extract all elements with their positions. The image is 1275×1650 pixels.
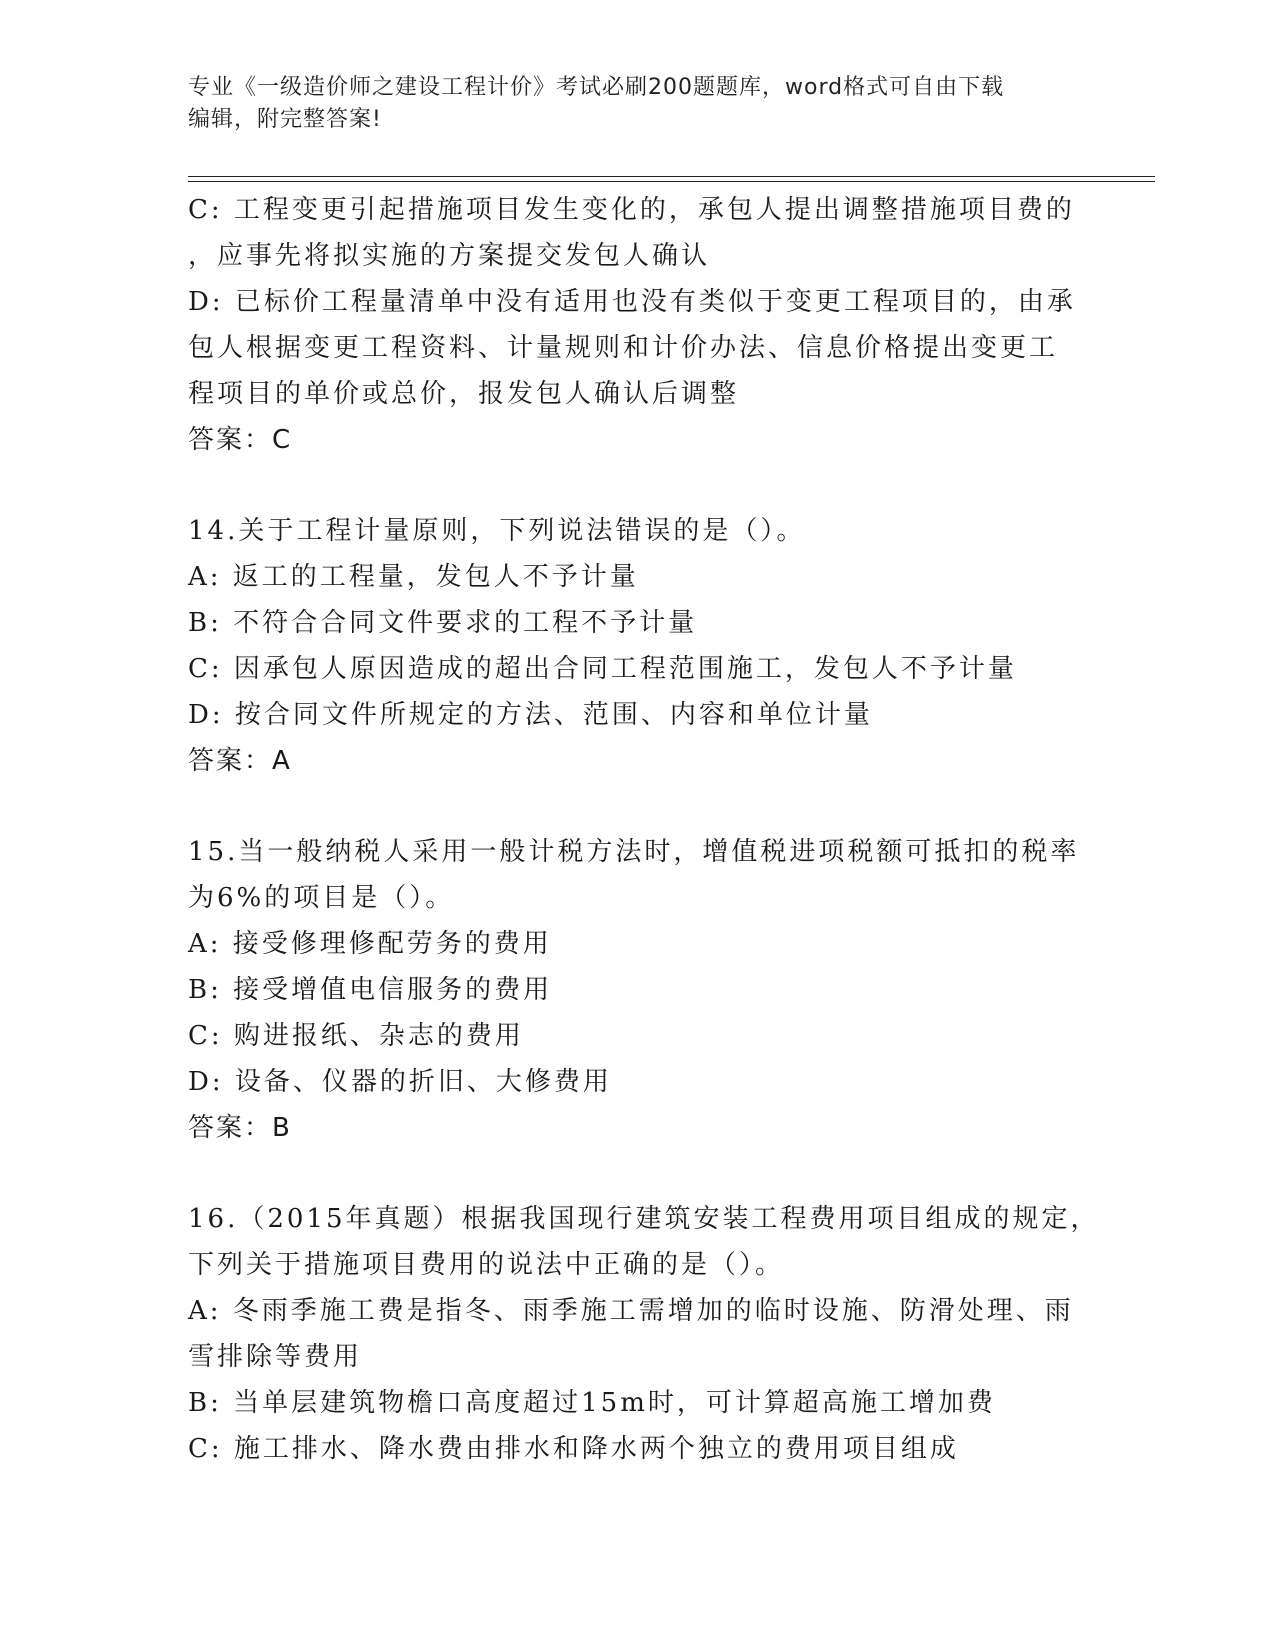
question-15 <box>188 829 1088 1151</box>
spacer <box>188 1151 1088 1196</box>
option-c-line-1: C: 工程变更引起措施项目发生变化的，承包人提出调整措施项目费的 <box>188 195 1075 225</box>
question-stem-line-1: 15.当一般纳税人采用一般计税方法时，增值税进项税额可抵扣的税率 <box>188 837 1080 867</box>
option-d-line-2: 包人根据变更工程资料、计量规则和计价办法、信息价格提出变更工 <box>188 333 1059 363</box>
answer-label: 答案：B <box>188 1113 292 1143</box>
option-c: C: 因承包人原因造成的超出合同工程范围施工，发包人不予计量 <box>188 654 1017 684</box>
question-stem-line-2: 为6%的项目是（）。 <box>188 883 455 913</box>
question-stem: 14.关于工程计量原则，下列说法错误的是（）。 <box>188 516 806 546</box>
option-a-line-1: A: 冬雨季施工费是指冬、雨季施工需增加的临时设施、防滑处理、雨 <box>188 1296 1074 1326</box>
option-c-line-2: ，应事先将拟实施的方案提交发包人确认 <box>188 241 711 271</box>
document-header <box>188 72 1068 136</box>
option-b: B: 不符合合同文件要求的工程不予计量 <box>188 608 698 638</box>
spacer <box>188 463 1088 508</box>
question-content <box>188 187 1100 1472</box>
option-b: B: 当单层建筑物檐口高度超过15m时，可计算超高施工增加费 <box>188 1388 996 1418</box>
option-a: A: 返工的工程量，发包人不予计量 <box>188 562 639 592</box>
option-d-line-3: 程项目的单价或总价，报发包人确认后调整 <box>188 379 740 409</box>
option-a: A: 接受修理修配劳务的费用 <box>188 929 552 959</box>
answer-label: 答案：A <box>188 746 292 776</box>
header-divider <box>188 176 1155 182</box>
question-stem-line-2: 下列关于措施项目费用的说法中正确的是（）。 <box>188 1250 785 1280</box>
option-d: D: 设备、仪器的折旧、大修费用 <box>188 1067 612 1097</box>
question-13-tail <box>188 187 1088 463</box>
spacer <box>188 784 1088 829</box>
option-b: B: 接受增值电信服务的费用 <box>188 975 553 1005</box>
option-c: C: 购进报纸、杂志的费用 <box>188 1021 524 1051</box>
option-d-line-1: D: 已标价工程量清单中没有适用也没有类似于变更工程项目的，由承 <box>188 287 1076 317</box>
header-title-line-1: 专业《一级造价师之建设工程计价》考试必刷200题题库，word格式可自由下载 <box>188 75 1005 100</box>
option-d: D: 按合同文件所规定的方法、范围、内容和单位计量 <box>188 700 873 730</box>
question-stem-line-1: 16.（2015年真题）根据我国现行建筑安装工程费用项目组成的规定， <box>188 1204 1100 1234</box>
question-16 <box>188 1196 1100 1472</box>
answer-label: 答案：C <box>188 425 293 455</box>
option-c: C: 施工排水、降水费由排水和降水两个独立的费用项目组成 <box>188 1434 959 1464</box>
header-title-line-2: 编辑，附完整答案! <box>188 107 382 132</box>
question-14 <box>188 508 1088 784</box>
option-a-line-2: 雪排除等费用 <box>188 1342 363 1372</box>
